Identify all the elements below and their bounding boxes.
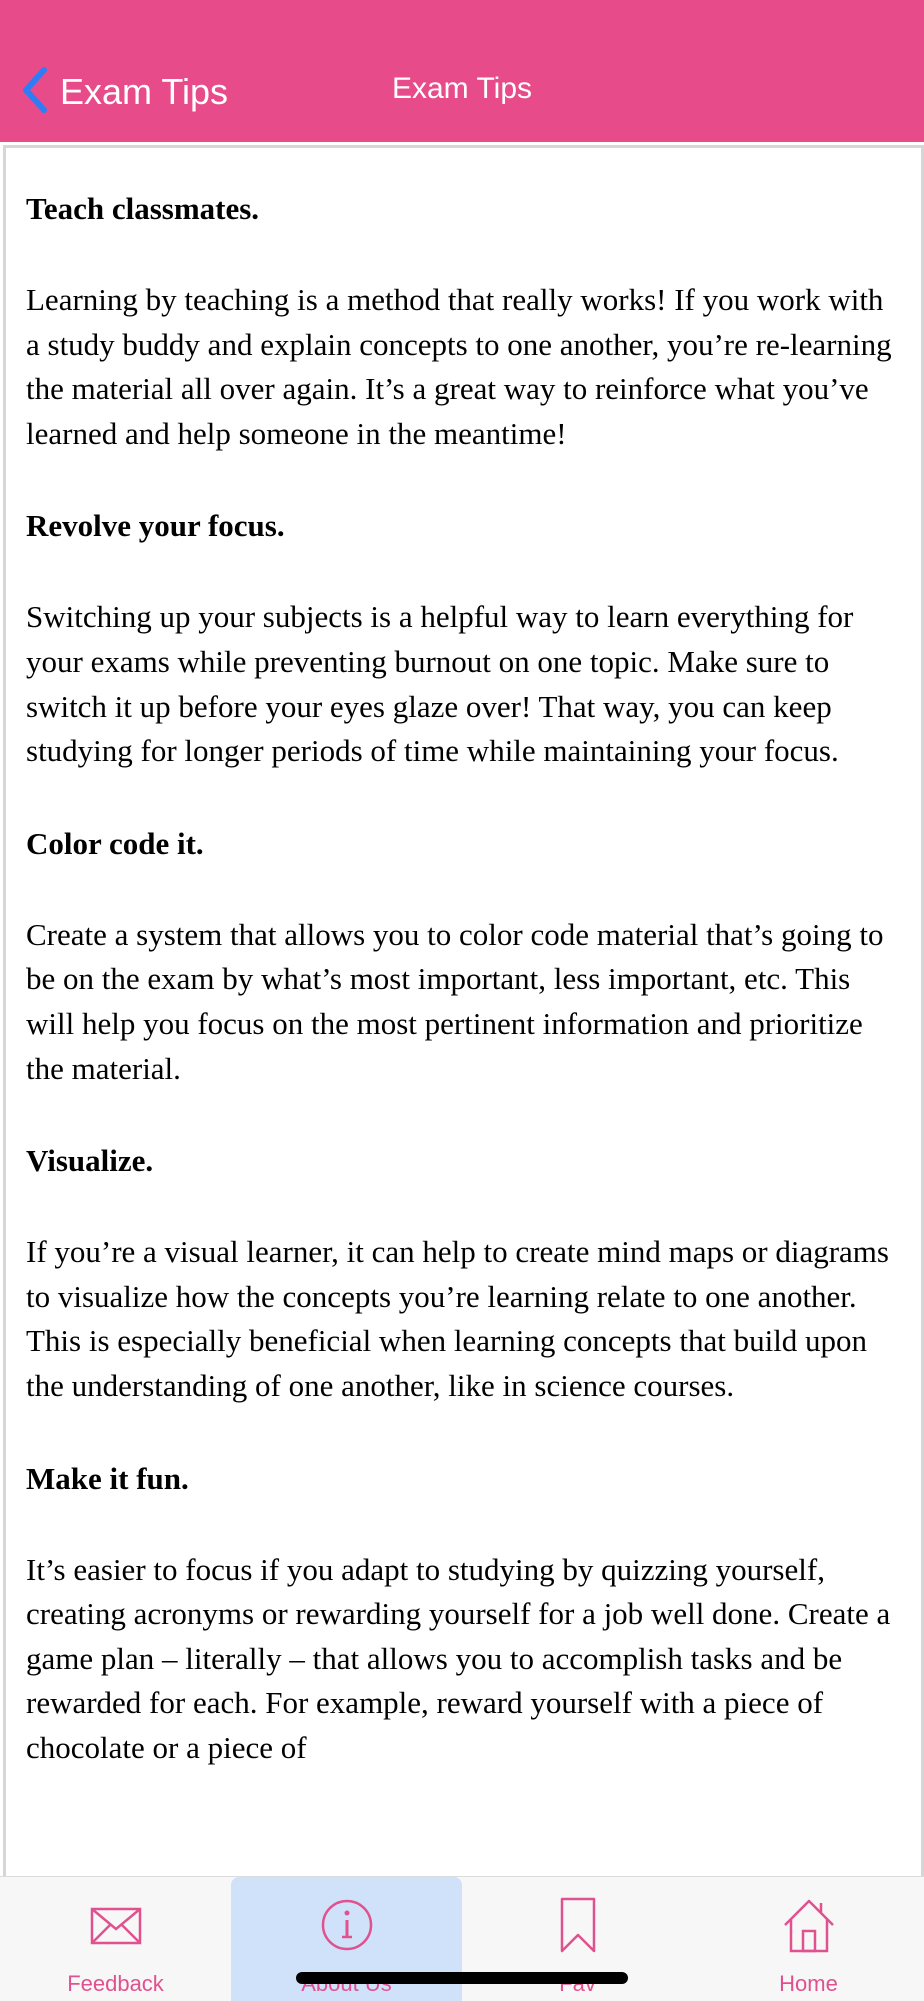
section-text: Learning by teaching is a method that really works! If you work with a study buddy and explain concepts to one another, you’re re-learning the material all over again. It’s a great way to reinforce what you’ve learned and help someone in the meantime!	[26, 282, 892, 451]
section-title: Visualize.	[26, 1143, 154, 1179]
tab-feedback[interactable]	[0, 1877, 231, 2001]
article-scroll-view[interactable]	[3, 145, 924, 1878]
tab-label: Home	[779, 1971, 838, 1996]
article-body	[6, 148, 921, 1770]
back-button-label: Exam Tips	[60, 71, 229, 112]
section-title: Teach classmates.	[26, 191, 260, 226]
section-text: It’s easier to focus if you adapt to studying by quizzing yourself, creating acronyms or rewarding yourself for a job well done. Create a game plan – literally – that allows you to accomplish tasks and be rewarded for each. For example, reward yourself with a piece of chocolate or a piece of	[26, 1551, 891, 1765]
section-text: Create a system that allows you to color code material that’s going to be on the exam by what’s most important, less important, etc. This will help you focus on the most pertinent information and prioritize the material.	[26, 916, 884, 1086]
section-title: Color code it.	[26, 825, 204, 861]
section-title: Revolve your focus.	[26, 508, 285, 544]
navigation-bar	[0, 0, 924, 142]
tab-label: Feedback	[67, 1971, 164, 1996]
section-text: If you’re a visual learner, it can help to create mind maps or diagrams to visualize how the concepts you’re learning relate to one another. This is especially beneficial when learning concepts that build upon the understanding of one another, like in science courses.	[26, 1234, 889, 1403]
page-title-text: Exam Tips	[391, 72, 533, 105]
page-title	[0, 72, 924, 106]
section-title: Make it fun.	[26, 1460, 189, 1496]
section-text: Switching up your subjects is a helpful way to learn everything for your exams while preventing burnout on one topic. Make sure to switch it up before your eyes glaze over! That way, you can keep studying for longer periods of time while maintaining your focus.	[26, 599, 854, 769]
home-indicator	[296, 1972, 628, 1984]
tab-home[interactable]	[693, 1877, 924, 2001]
